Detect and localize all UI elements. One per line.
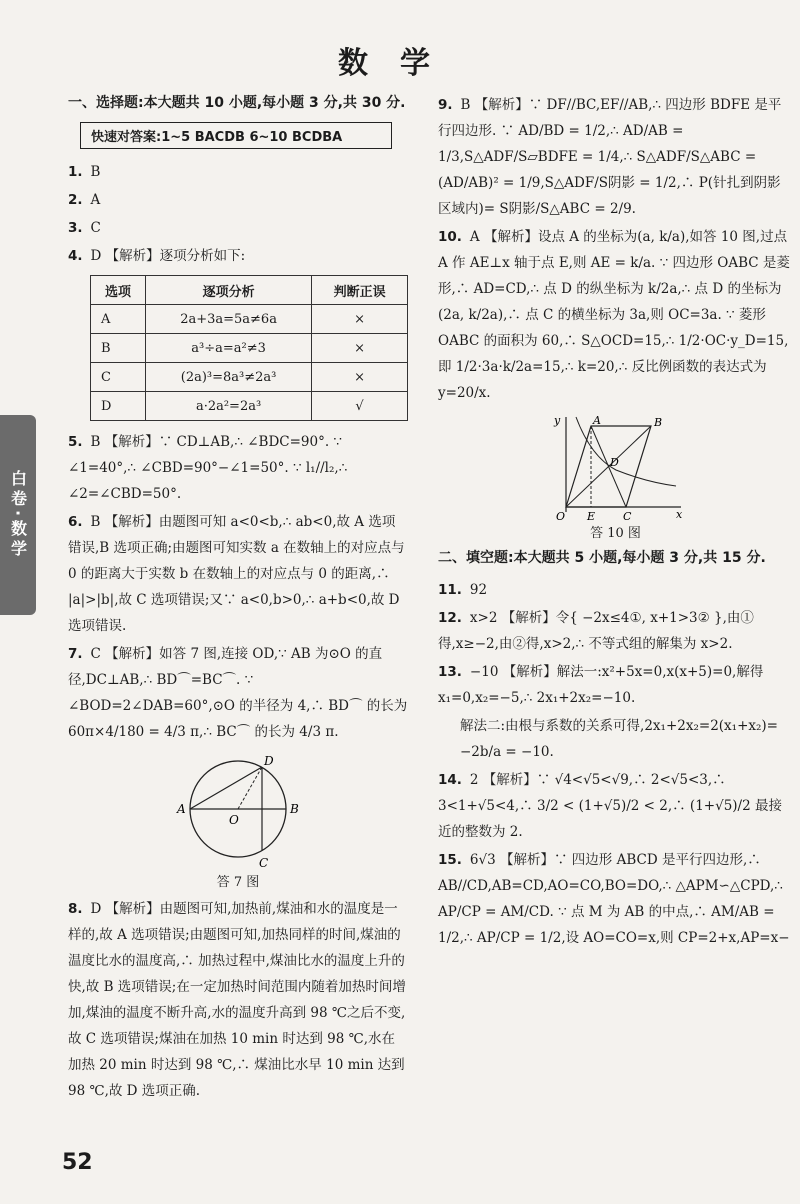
question-text: B xyxy=(90,164,101,180)
analysis-table xyxy=(90,275,408,421)
label-d: D xyxy=(609,456,619,469)
table-row xyxy=(91,392,408,421)
question-11 xyxy=(438,577,793,603)
question-number: 7. xyxy=(68,646,83,662)
question-7 xyxy=(68,641,408,745)
question-text: A xyxy=(90,192,101,208)
table-row xyxy=(91,305,408,334)
figure-10-caption: 答 10 图 xyxy=(590,526,641,541)
table-cell: × xyxy=(312,334,408,363)
side-tab-label: 白卷·数学 xyxy=(8,469,28,561)
question-15 xyxy=(438,847,793,951)
question-text: x>2 【解析】令{ −2x≤4①, x+1>3② },由①得,x≥−2,由②得,x>2,∴ 不等式组的解集为 x>2. xyxy=(438,610,754,652)
question-number: 10. xyxy=(438,229,462,245)
table-cell: (2a)³=8a³≠2a³ xyxy=(146,363,312,392)
table-header: 判断正误 xyxy=(312,276,408,305)
question-text: A 【解析】设点 A 的坐标为(a, k/a),如答 10 图,过点 A 作 AE⊥x 轴于点 E,则 AE = k/a. ∵ 四边形 OABC 是菱形,∴ AD=CD,∴ 点 D 的纵坐标为 k/2a,∴ 点 D 的坐标为(2a, k/2a),∴ 点 C 的横坐标为 3a,则 OC=3a. ∵ 菱形 OABC 的面积为 60,∴ S△OCD=15,∴ 1/2·OC·y_D=15,即 1/2·3a·k/2a=15,∴ k=20,∴ 反比例函数的表达式为 y=20/x. xyxy=(438,229,790,401)
question-9 xyxy=(438,92,793,222)
question-text: 2 【解析】∵ √4<√5<√9,∴ 2<√5<3,∴ 3<1+√5<4,∴ 3/2 < (1+√5)/2 < 2,∴ (1+√5)/2 最接近的整数为 2. xyxy=(438,772,782,840)
question-14 xyxy=(438,767,793,845)
question-number: 15. xyxy=(438,852,462,868)
question-number: 8. xyxy=(68,901,83,917)
chord-ad xyxy=(190,767,262,809)
question-number: 5. xyxy=(68,434,83,450)
table-cell: A xyxy=(91,305,146,334)
table-cell: √ xyxy=(312,392,408,421)
label-e: E xyxy=(586,510,595,522)
question-number: 2. xyxy=(68,192,83,208)
label-o: O xyxy=(555,510,565,522)
side-tab xyxy=(0,415,36,615)
table-cell: D xyxy=(91,392,146,421)
table-row xyxy=(91,363,408,392)
question-text: −10 【解析】解法一:x²+5x=0,x(x+5)=0,解得 x₁=0,x₂=−5,∴ 2x₁+2x₂=−10. xyxy=(438,664,764,706)
question-number: 1. xyxy=(68,164,83,180)
right-column xyxy=(438,92,793,953)
label-c: C xyxy=(622,510,631,522)
question-text: D 【解析】由题图可知,加热前,煤油和水的温度是一样的,故 A 选项错误;由题图可知,加热同样的时间,煤油的温度比水的温度高,∴ 加热过程中,煤油比水的温度上升的快,故 B 选项错误;在一定加热时间范围内随着加热时间增加,煤油的温度不断升高,水的温度升高到 98 ℃之后不变,故 C 选项错误;煤油在加热 10 min 时达到 98 ℃,水在加热 20 min 时达到 98 ℃,∴ 煤油比水早 10 min 达到 98 ℃,故 D 选项正确. xyxy=(68,901,406,1099)
table-cell: B xyxy=(91,334,146,363)
label-b: B xyxy=(290,802,299,816)
table-header-row xyxy=(91,276,408,305)
question-3 xyxy=(68,215,408,241)
question-6 xyxy=(68,509,408,639)
question-12 xyxy=(438,605,793,657)
question-text: 92 xyxy=(469,582,488,598)
label-y: y xyxy=(553,414,560,427)
page-title: 数学 xyxy=(338,46,462,81)
section-heading-choice: 一、选择题:本大题共 10 小题,每小题 3 分,共 30 分. xyxy=(68,95,406,111)
question-number: 14. xyxy=(438,772,462,788)
question-number: 4. xyxy=(68,248,83,264)
table-header: 逐项分析 xyxy=(146,276,312,305)
table-cell: × xyxy=(312,363,408,392)
question-13-method-2: 解法二:由根与系数的关系可得,2x₁+2x₂=2(x₁+x₂)= −2b/a = −10. xyxy=(460,718,778,760)
label-a: A xyxy=(592,414,601,427)
label-d: D xyxy=(264,754,274,768)
question-text: C xyxy=(90,220,101,236)
segment-od xyxy=(238,767,262,809)
label-c: C xyxy=(259,856,269,870)
label-a: A xyxy=(177,802,186,816)
figure-10-graph xyxy=(546,412,686,522)
question-8 xyxy=(68,896,408,1104)
question-text: B 【解析】∵ DF//BC,EF//AB,∴ 四边形 BDFE 是平行四边形. ∵ AD/BD = 1/2,∴ AD/AB = 1/3,S△ADF/S▱BDFE = 1/4,∴ S△ADF/S△ABC = (AD/AB)² = 1/9,S△ADF/S阴影 = 1/2,∴ P(针扎到阴影区域内)= S阴影/S△ABC = 2/9. xyxy=(438,97,782,217)
question-1 xyxy=(68,159,408,185)
table-cell: × xyxy=(312,305,408,334)
figure-7-caption: 答 7 图 xyxy=(216,875,260,890)
label-o: O xyxy=(229,813,239,827)
table-cell: C xyxy=(91,363,146,392)
table-cell: a·2a²=2a³ xyxy=(146,392,312,421)
question-number: 12. xyxy=(438,610,462,626)
question-number: 13. xyxy=(438,664,462,680)
table-header: 选项 xyxy=(91,276,146,305)
page-number: 52 xyxy=(62,1150,93,1175)
left-column xyxy=(68,92,408,1106)
question-13 xyxy=(438,659,793,711)
label-b: B xyxy=(653,416,662,429)
figure-7-circle xyxy=(163,751,313,871)
question-5 xyxy=(68,429,408,507)
table-cell: a³÷a=a²≠3 xyxy=(146,334,312,363)
table-row xyxy=(91,334,408,363)
question-number: 9. xyxy=(438,97,453,113)
section-heading-fill: 二、填空题:本大题共 5 小题,每小题 3 分,共 15 分. xyxy=(438,550,766,566)
question-text: B 【解析】∵ CD⊥AB,∴ ∠BDC=90°. ∵ ∠1=40°,∴ ∠CBD=90°−∠1=50°. ∵ l₁//l₂,∴ ∠2=∠CBD=50°. xyxy=(68,434,348,502)
question-4 xyxy=(68,243,408,269)
label-x: x xyxy=(675,508,682,521)
question-2 xyxy=(68,187,408,213)
quick-answer-box: 快速对答案:1~5 BACDB 6~10 BCDBA xyxy=(80,122,392,149)
question-number: 3. xyxy=(68,220,83,236)
table-cell: 2a+3a=5a≠6a xyxy=(146,305,312,334)
question-text: D 【解析】逐项分析如下: xyxy=(90,248,246,264)
question-number: 6. xyxy=(68,514,83,530)
question-10 xyxy=(438,224,793,406)
question-number: 11. xyxy=(438,582,462,598)
question-text: 6√3 【解析】∵ 四边形 ABCD 是平行四边形,∴ AB//CD,AB=CD,AO=CO,BO=DO,∴ △APM∽△CPD,∴ AP/CP = AM/CD. ∵ 点 M 为 AB 的中点,∴ AM/AB = 1/2,∴ AP/CP = 1/2,设 AO=CO=x,则 CP=2+x,AP=x− xyxy=(438,852,790,946)
question-text: C 【解析】如答 7 图,连接 OD,∵ AB 为⊙O 的直径,DC⊥AB,∴ BD⌒=BC⌒. ∵ ∠BOD=2∠DAB=60°,⊙O 的半径为 4,∴ BD⌒ 的长为 60π×4/180 = 4/3 π,∴ BC⌒ 的长为 4/3 π. xyxy=(68,646,408,740)
question-text: B 【解析】由题图可知 a<0<b,∴ ab<0,故 A 选项错误,B 选项正确;由题图可知实数 a 在数轴上的对应点与 0 的距离大于实数 b 在数轴上的对应点与 0 的距离,∴ |a|>|b|,故 C 选项错误;又∵ a<0,b>0,∴ a+b<0,故 D 选项错误. xyxy=(68,514,405,634)
